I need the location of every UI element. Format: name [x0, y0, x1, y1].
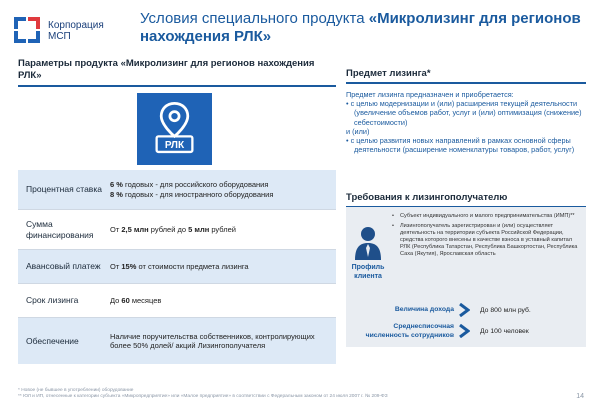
row-label: Авансовый платеж [26, 261, 101, 272]
rlk-location-badge [137, 93, 212, 165]
params-table [18, 170, 336, 364]
corporation-logo [14, 14, 144, 48]
chevron-right-icon [458, 303, 470, 317]
badge-label: РЛК [164, 139, 185, 151]
row-value: Наличие поручительства собственников, контролирующих более 50% долей/ акций Лизингополучателя [110, 331, 315, 350]
chevron-right-icon [458, 324, 470, 338]
row-value: 6 % годовых - для российского оборудования 8 % годовых - для иностранного оборудования [110, 180, 274, 199]
subject-heading: Предмет лизинга* [346, 68, 586, 84]
row-label: Сумма финансирования [26, 219, 94, 240]
map-pin-icon [140, 96, 209, 162]
requirements-list [392, 213, 582, 261]
profile-label: Профиль клиента [351, 264, 385, 280]
table-row [18, 170, 336, 210]
table-row [18, 284, 336, 318]
title-plain: Условия специального продукта [140, 10, 369, 27]
footnote-2: ** ЮЛ и ИП, отнесенные к категории субъекта «Микропредприятие» или «Малое предприятие» в соответствии с Федеральным законом от 24 июля 2007 г. № 209-ФЗ [18, 394, 388, 399]
logo-line1: Корпорация [48, 20, 104, 31]
title-bold: «Микролизинг для регионов нахождения РЛК» [140, 10, 581, 45]
list-item: • Субъект индивидуального и малого предпринимательства (ИМП)** [392, 213, 582, 220]
page-number: 14 [576, 393, 584, 400]
row-value: До 60 месяцев [110, 295, 162, 305]
page-title [140, 10, 590, 46]
requirements-heading: Требования к лизингополучателю [346, 192, 586, 208]
table-row [18, 318, 336, 364]
subject-text [346, 90, 586, 154]
income-label: Величина дохода [394, 306, 454, 313]
row-value: От 2,5 млн рублей до 5 млн рублей [110, 224, 236, 234]
row-label: Срок лизинга [26, 295, 79, 306]
list-item: • с целью модернизации и (или) расширения текущей деятельности (увеличение объемов работ, услуг и (или) оптимизация (снижение) себестоимости) [346, 99, 582, 127]
product-params-heading: Параметры продукта «Микролизинг для регионов нахождения РЛК» [18, 58, 336, 87]
subject-intro: Предмет лизинга предназначен и приобретается: [346, 90, 514, 99]
headcount-label: Среднесписочная численность сотрудников [365, 323, 454, 339]
headcount-value: До 100 человек [480, 328, 529, 335]
table-row [18, 250, 336, 284]
list-item: • Лизингополучатель зарегистрирован и (или) осуществляет деятельность на территории субъекта Российской Федерации, средства которого внесены в качестве взноса в уставный капитал РЛК (Республика Татарстан, Республика Башкортостан, Республика Саха (Якутия), Ярославская область [392, 223, 582, 258]
person-icon [354, 225, 382, 261]
income-value: До 800 млн руб. [480, 307, 531, 314]
row-value: От 15% от стоимости предмета лизинга [110, 261, 249, 271]
row-label: Обеспечение [26, 335, 79, 346]
footnotes [18, 388, 578, 400]
logo-line2: МСП [48, 31, 71, 42]
logo-mark-icon [14, 17, 42, 45]
table-row [18, 210, 336, 250]
row-label: Процентная ставка [26, 184, 102, 195]
list-item: и (или) [346, 126, 370, 136]
list-item: • с целью развития новых направлений в рамках основной сферы деятельности (расширение номенклатуры товаров, работ, услуг) [346, 136, 575, 155]
footnote-1: * Новое (не бывшее в употреблении) оборудование [18, 388, 134, 393]
